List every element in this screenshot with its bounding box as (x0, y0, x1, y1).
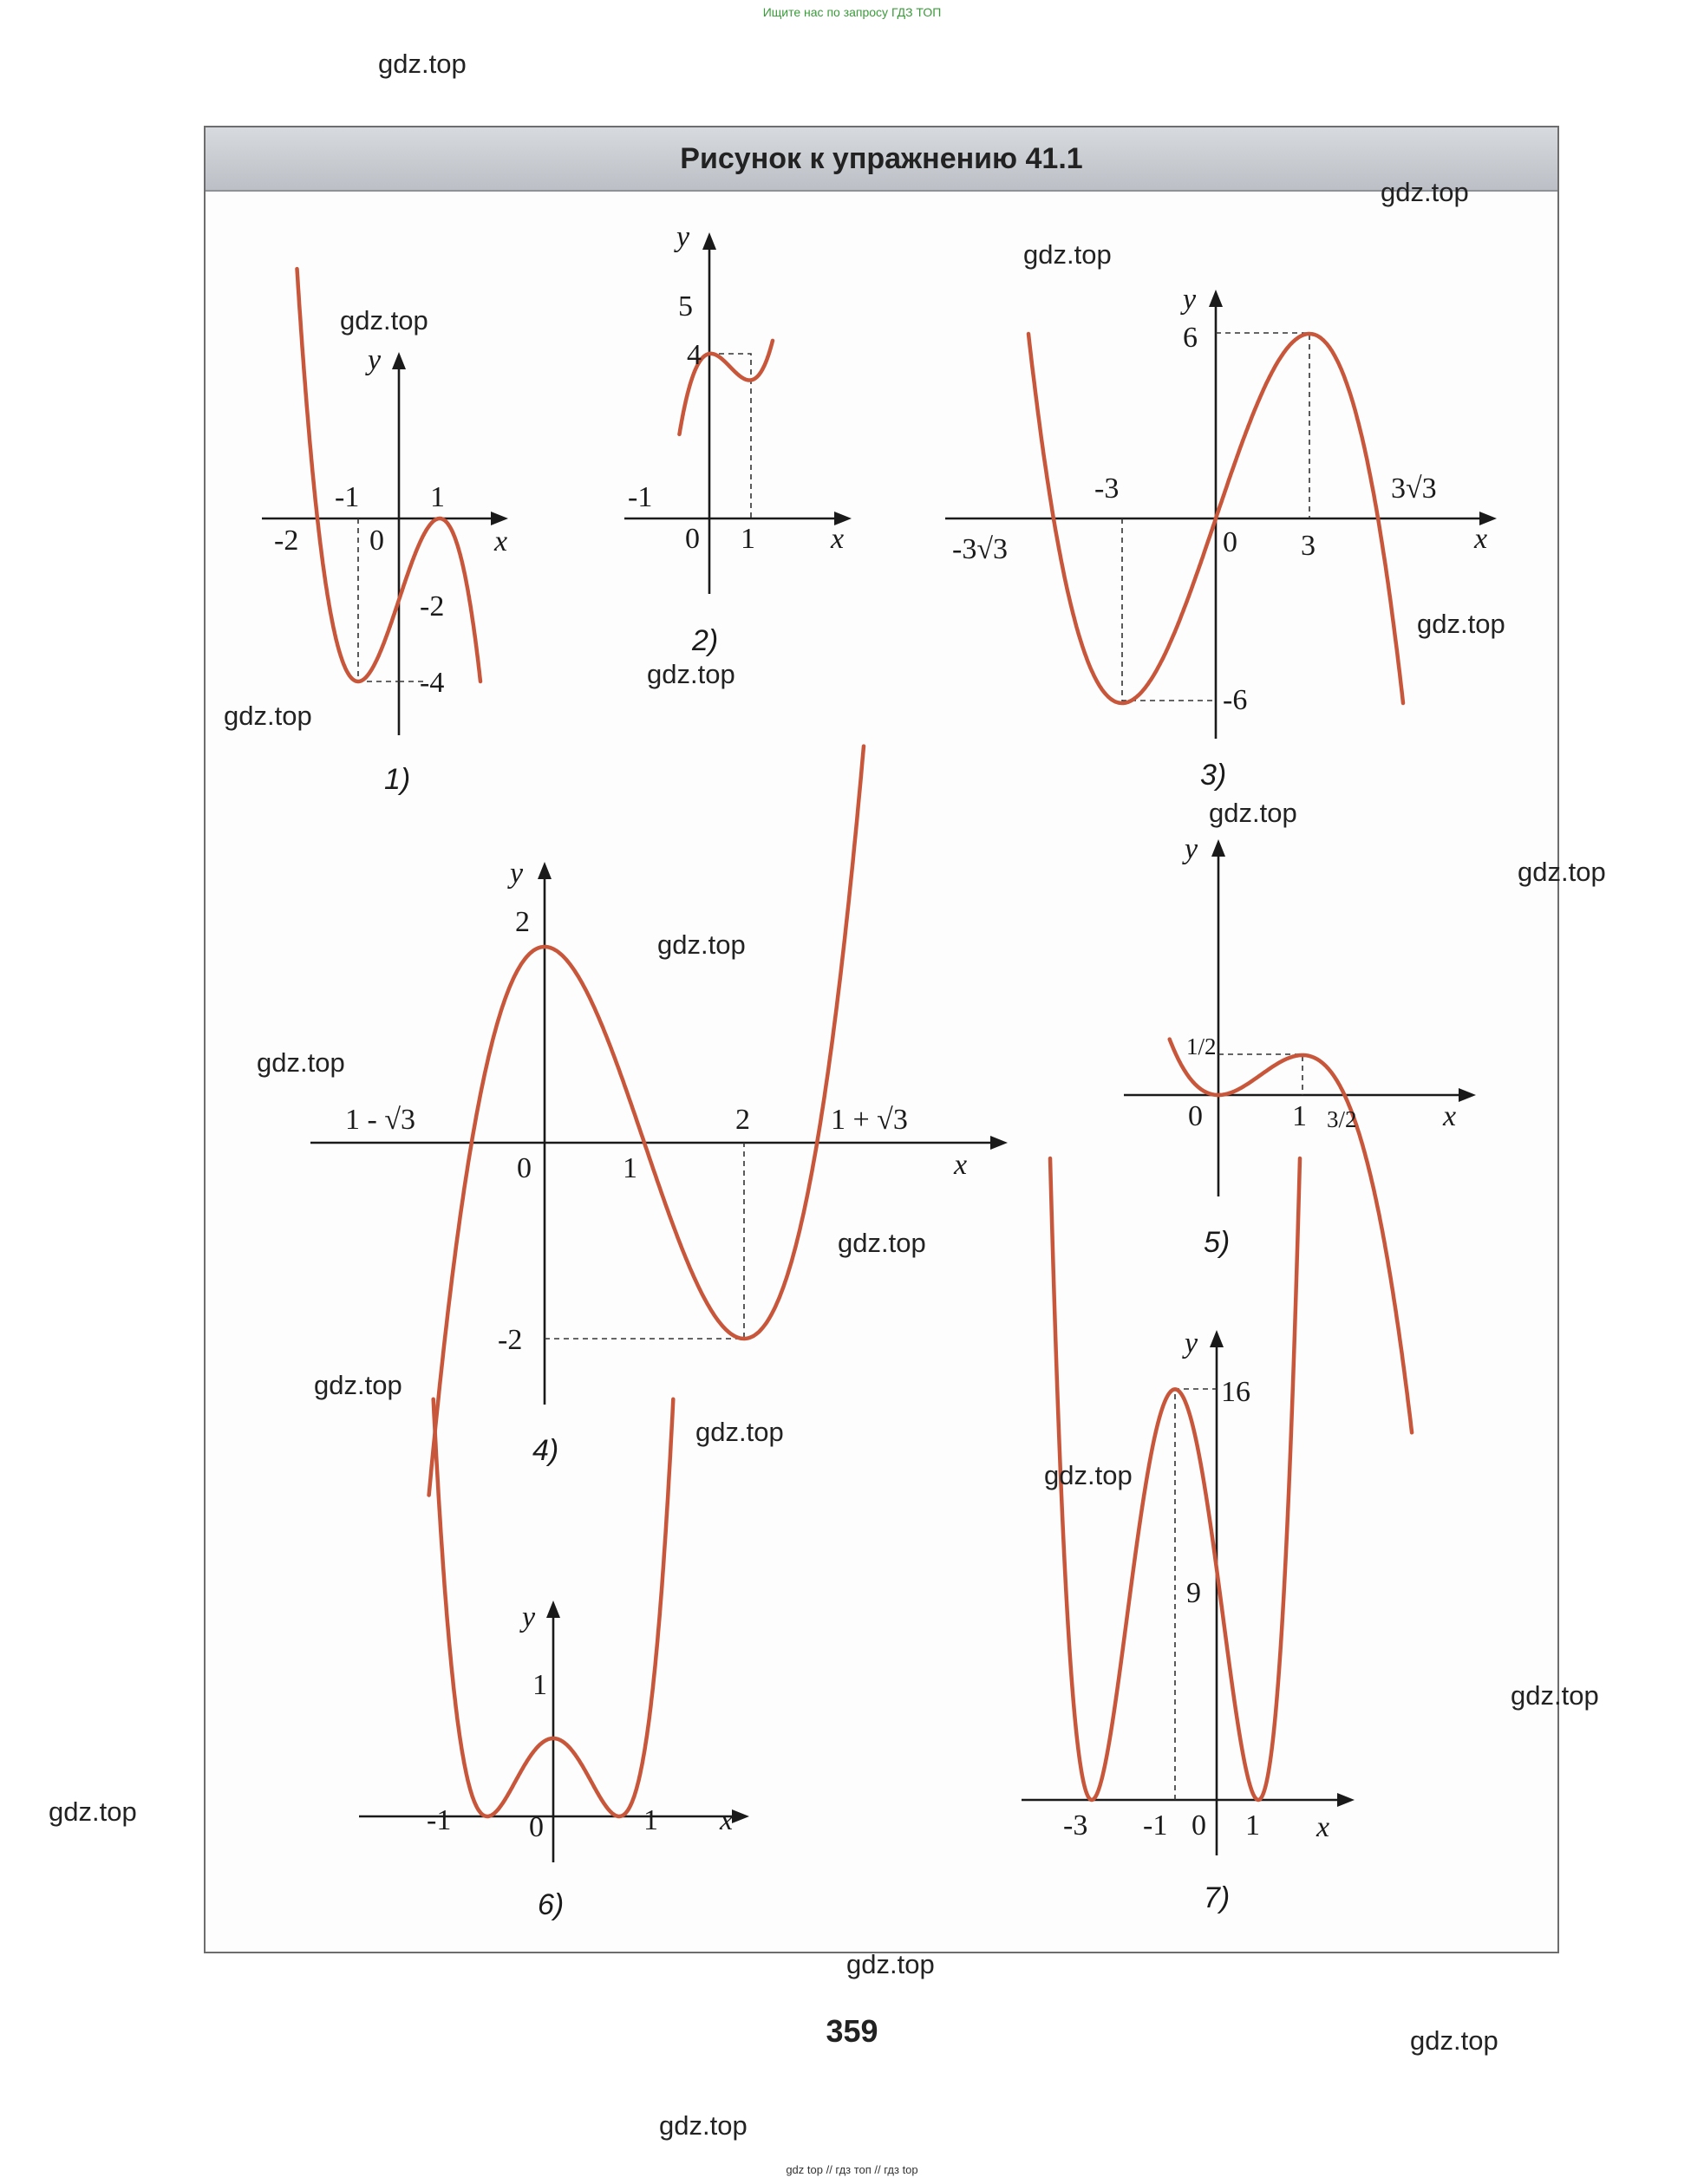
graph-1-guide (358, 518, 425, 681)
graph-2-y-label: y (676, 221, 690, 253)
watermark: gdz.top (1023, 239, 1112, 270)
graph-4-x-label: x (954, 1149, 968, 1181)
watermark: gdz.top (378, 49, 467, 79)
graph-6-xtick-0: -1 (427, 1804, 452, 1836)
graph-5-xtick-2: 3/2 (1327, 1106, 1357, 1132)
graph-6-x-label: x (720, 1804, 734, 1836)
figure-title: Рисунок к упражнению 41.1 (680, 141, 1083, 175)
graph-6-y-label: y (522, 1601, 536, 1633)
watermark: gdz.top (659, 2110, 748, 2141)
graph-3-x-label: x (1474, 523, 1488, 555)
graph-3-y-arrow-icon (1209, 290, 1223, 307)
graph-7-x-arrow-icon (1337, 1793, 1355, 1807)
graph-2-caption: 2) (692, 624, 719, 657)
graph-3-ytick-0: 6 (1183, 322, 1198, 354)
graph-7-xtick-2: 0 (1191, 1809, 1206, 1842)
graph-1-xtick-1: -1 (335, 481, 360, 513)
graph-5-y-label: y (1185, 833, 1198, 865)
graph-1-xtick-0: -2 (274, 525, 299, 557)
graph-1-x-label: x (494, 525, 508, 557)
graph-3-xtick-2: 0 (1223, 526, 1237, 558)
graph-7-xtick-3: 1 (1245, 1809, 1260, 1842)
watermark: gdz.top (657, 929, 746, 960)
graph-2 (624, 221, 852, 657)
graph-4-xtick-3: 2 (735, 1104, 750, 1136)
graph-7-caption: 7) (1204, 1881, 1231, 1914)
watermark: gdz.top (1044, 1460, 1133, 1490)
graph-7-xtick-0: -3 (1063, 1809, 1088, 1842)
graph-6-ytick-0: 1 (532, 1669, 547, 1701)
graph-1-ytick-1: -4 (420, 667, 445, 699)
graph-7-y-arrow-icon (1210, 1330, 1224, 1347)
graph-3-xtick-3: 3 (1301, 530, 1316, 562)
graph-3-xtick-4: 3√3 (1391, 473, 1437, 505)
graph-2-xtick-0: -1 (628, 481, 653, 513)
graph-6 (359, 1399, 749, 1921)
graph-2-xtick-1: 0 (685, 523, 700, 555)
page-number: 359 (826, 2013, 878, 2049)
graph-3-caption: 3) (1200, 759, 1227, 792)
watermark: gdz.top (1209, 798, 1297, 828)
graph-2-y-arrow-icon (702, 232, 716, 250)
watermark: gdz.top (314, 1370, 402, 1400)
watermark: gdz.top (846, 1949, 935, 1979)
graph-5-x-label: x (1443, 1100, 1457, 1132)
graph-4 (310, 746, 1008, 1496)
site-banner[interactable]: Ищите нас по запросу ГДЗ ТОП (762, 5, 942, 19)
graph-2-x-label: x (831, 523, 845, 555)
graph-6-x-arrow-icon (732, 1809, 749, 1823)
graph-5-x-arrow-icon (1459, 1088, 1476, 1102)
graph-1-ytick-0: -2 (420, 590, 445, 623)
graph-4-xtick-4: 1 + √3 (831, 1104, 908, 1136)
graph-1-y-arrow-icon (392, 352, 406, 369)
graph-3 (945, 284, 1497, 792)
watermark: gdz.top (1410, 2025, 1498, 2056)
graph-4-xtick-1: 0 (517, 1152, 532, 1184)
watermark: gdz.top (1518, 857, 1606, 887)
watermark: gdz.top (224, 701, 312, 731)
watermark: gdz.top (695, 1417, 784, 1447)
graph-3-ytick-1: -6 (1223, 684, 1248, 716)
graph-5-y-arrow-icon (1211, 839, 1225, 857)
graph-1-xtick-3: 1 (430, 481, 445, 513)
graph-5-ytick-0: 1/2 (1186, 1033, 1217, 1059)
graph-4-y-label: y (510, 857, 524, 890)
watermark: gdz.top (257, 1047, 345, 1078)
watermark: gdz.top (1381, 177, 1469, 207)
graph-7-ytick-1: 9 (1186, 1577, 1201, 1609)
graph-6-xtick-1: 0 (529, 1811, 544, 1843)
graph-5-xtick-0: 0 (1188, 1100, 1203, 1132)
graph-4-ytick-1: -2 (498, 1324, 523, 1356)
graph-1-y-label: y (368, 344, 382, 376)
watermark: gdz.top (340, 305, 428, 336)
graph-6-xtick-2: 1 (643, 1804, 658, 1836)
watermark: gdz.top (647, 659, 735, 689)
graph-2-ytick-1: 4 (687, 339, 702, 371)
graph-7 (1022, 1158, 1355, 1914)
graph-5 (1124, 833, 1476, 1432)
graph-7-x-label: x (1316, 1811, 1330, 1843)
watermark: gdz.top (1417, 609, 1505, 639)
graph-4-caption: 4) (532, 1434, 559, 1467)
graph-3-xtick-1: -3 (1094, 473, 1120, 505)
graph-4-y-arrow-icon (538, 862, 552, 879)
graph-5-xtick-1: 1 (1292, 1100, 1307, 1132)
graph-7-xtick-1: -1 (1143, 1809, 1168, 1842)
graph-4-xtick-2: 1 (623, 1152, 637, 1184)
graph-7-ytick-0: 16 (1221, 1376, 1250, 1408)
graph-4-ytick-0: 2 (515, 906, 530, 938)
graph-2-xtick-2: 1 (741, 523, 755, 555)
graph-4-xtick-0: 1 - √3 (345, 1104, 415, 1136)
graph-4-x-arrow-icon (990, 1136, 1008, 1150)
graph-1-xtick-2: 0 (369, 525, 384, 557)
graph-3-y-label: y (1183, 284, 1197, 316)
graph-1-x-arrow-icon (491, 512, 508, 525)
graph-6-y-arrow-icon (546, 1601, 560, 1618)
footer-banner[interactable]: gdz top // гдз топ // гдз top (786, 2163, 918, 2176)
watermark: gdz.top (49, 1796, 137, 1827)
watermark: gdz.top (1511, 1680, 1599, 1711)
graph-7-y-label: y (1185, 1327, 1198, 1359)
graph-4-guide (545, 1143, 744, 1339)
graph-3-xtick-0: -3√3 (952, 533, 1008, 565)
graph-4-curve (429, 746, 864, 1496)
watermark: gdz.top (838, 1228, 926, 1258)
graph-1-caption: 1) (384, 763, 411, 796)
graph-6-caption: 6) (538, 1888, 565, 1921)
graph-2-ytick-0: 5 (678, 290, 693, 323)
graph-5-caption: 5) (1204, 1226, 1231, 1259)
